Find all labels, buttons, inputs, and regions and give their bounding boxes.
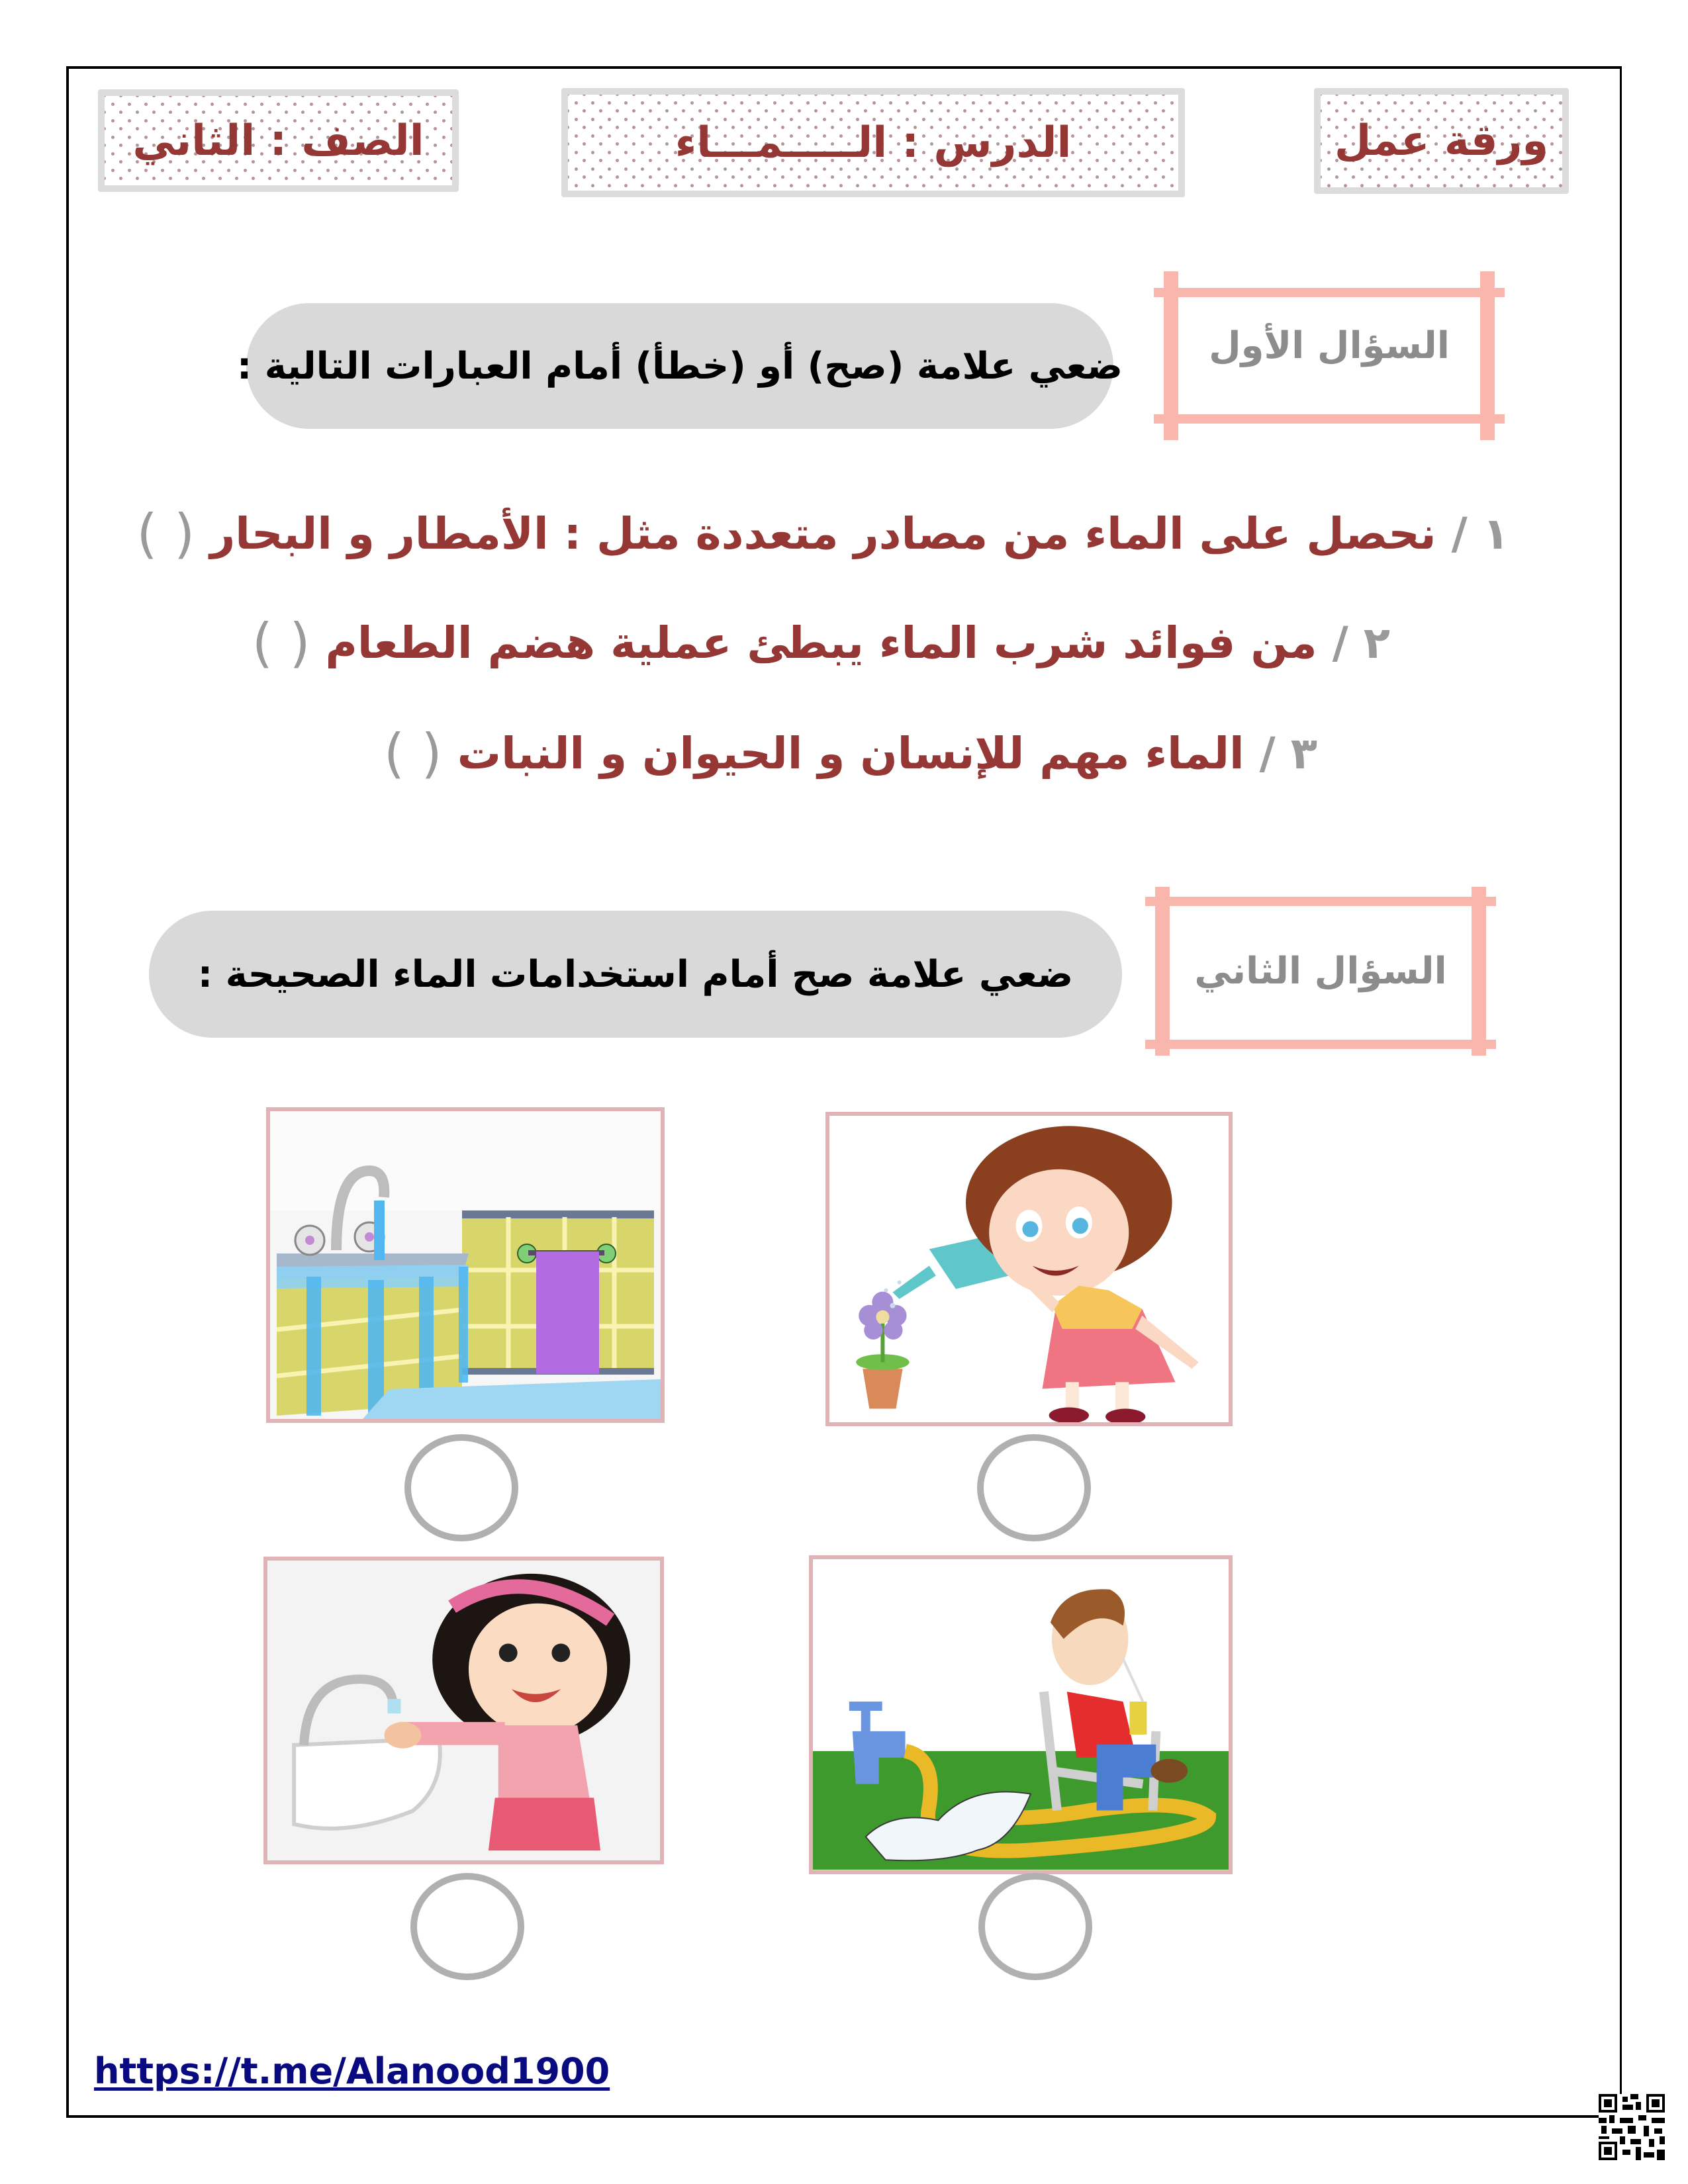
question2-label: السؤال الثاني (1194, 950, 1447, 993)
grade-box (98, 89, 459, 192)
answer-brackets[interactable]: ( ) (136, 503, 195, 565)
lesson-title-box (561, 88, 1185, 197)
answer-brackets[interactable]: ( ) (252, 612, 310, 674)
statement-text: من فوائد شرب الماء يبطئ عملية هضم الطعام (325, 617, 1317, 668)
grade-label: الصف : الثاني (132, 116, 424, 165)
picture-girl-watering-flower (825, 1112, 1233, 1426)
question2-instruction: ضعي علامة صح أمام استخدامات الماء الصحيحة : (197, 952, 1074, 996)
answer-circle-boy-running-hose[interactable] (978, 1873, 1092, 1980)
girl-washing-hands-illustration (267, 1561, 660, 1860)
girl-watering-illustration (829, 1116, 1229, 1422)
worksheet-title-box (1314, 88, 1569, 194)
telegram-link[interactable]: https://t.me/Alanood1900 (94, 2050, 610, 2092)
picture-girl-washing-hands (263, 1557, 664, 1864)
answer-circle-overflowing-sink[interactable] (404, 1434, 518, 1541)
statement-number: ١ / (1451, 508, 1509, 559)
qr-code-icon (1598, 2094, 1665, 2160)
question2-instruction-pill (149, 911, 1122, 1038)
question2-label-frame (1145, 887, 1496, 1056)
statement-1 (136, 503, 1509, 565)
boy-hose-illustration (813, 1559, 1229, 1870)
answer-circle-girl-washing-hands[interactable] (410, 1873, 524, 1980)
statement-number: ٢ / (1332, 617, 1390, 668)
picture-overflowing-sink (266, 1107, 665, 1423)
question1-instruction-pill (236, 303, 1123, 429)
statement-number: ٣ / (1259, 728, 1317, 779)
overflowing-sink-illustration (270, 1111, 661, 1419)
worksheet-title: ورقة عمل (1334, 116, 1549, 165)
lesson-title: الدرس : الـــــمـــاء (675, 118, 1072, 167)
answer-circle-girl-watering-flower[interactable] (977, 1434, 1091, 1541)
question1-instruction: ضعي علامة (صح) أو (خطأ) أمام العبارات التالية : (236, 344, 1123, 388)
statement-text: الماء مهم للإنسان و الحيوان و النبات (457, 728, 1244, 779)
statement-2 (252, 612, 1390, 674)
question1-label-frame (1154, 271, 1505, 440)
picture-boy-running-hose (809, 1555, 1233, 1874)
answer-brackets[interactable]: ( ) (383, 723, 442, 784)
statement-text: نحصل على الماء من مصادر متعددة مثل : الأمطار و البحار (210, 508, 1436, 559)
statement-3 (384, 723, 1317, 784)
question1-label: السؤال الأول (1209, 324, 1450, 367)
